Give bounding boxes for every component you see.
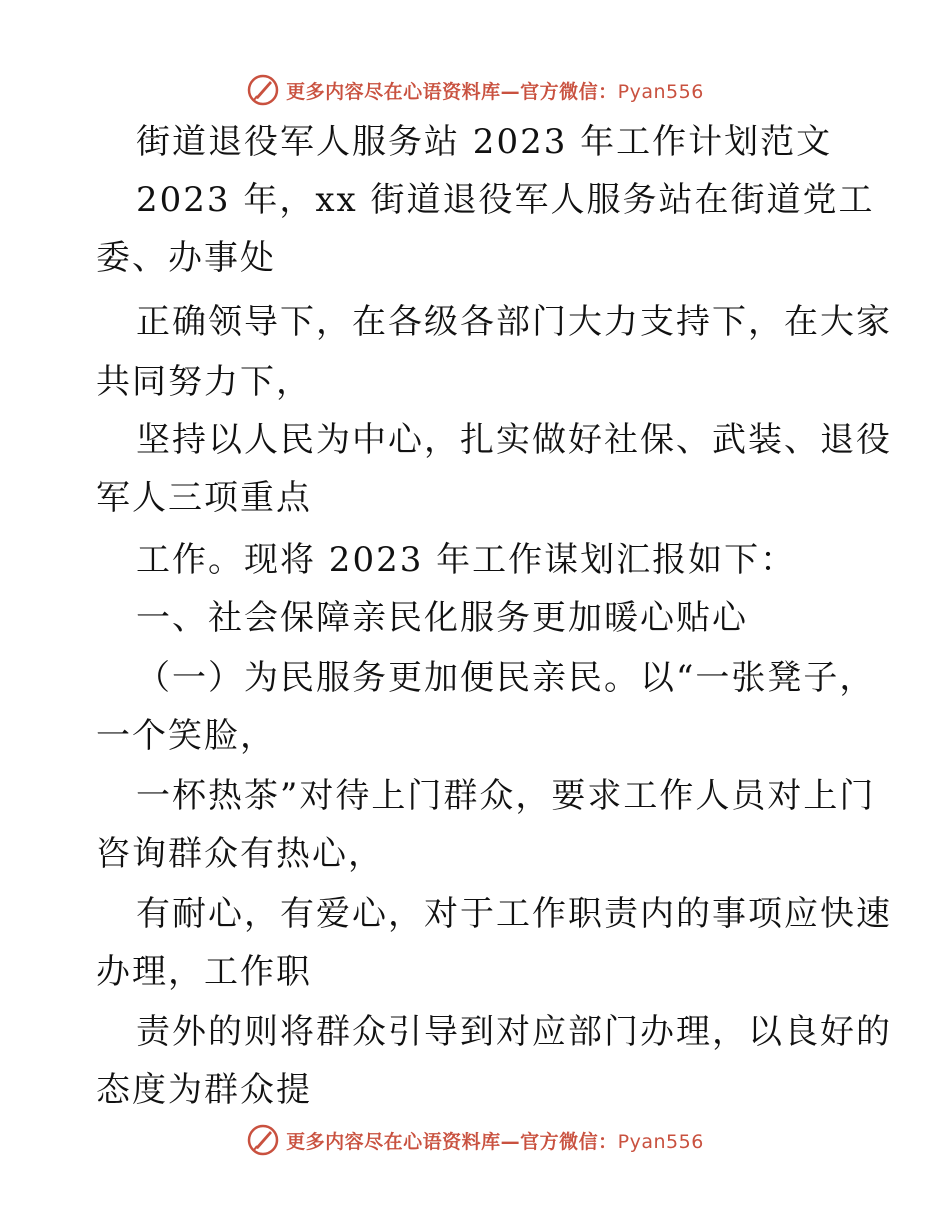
paragraph-line: 军人三项重点 xyxy=(96,478,312,518)
paragraph-line: 责外的则将群众引导到对应部门办理，以良好的 xyxy=(136,1012,892,1052)
paragraph-line: 咨询群众有热心， xyxy=(96,834,384,874)
paragraph-line: 坚持以人民为中心，扎实做好社保、武装、退役 xyxy=(136,420,892,460)
watermark-handle: Pyan556 xyxy=(617,1130,704,1153)
paragraph-line: 工作。现将 2023 年工作谋划汇报如下： xyxy=(136,540,797,580)
paragraph-line: 办理，工作职 xyxy=(96,952,312,992)
paragraph-line: 态度为群众提 xyxy=(96,1070,312,1110)
footer-watermark-banner xyxy=(0,1120,950,1160)
paragraph-line: 共同努力下， xyxy=(96,362,312,402)
paragraph-line: 有耐心，有爱心，对于工作职责内的事项应快速 xyxy=(136,894,892,934)
paragraph-line: 委、办事处 xyxy=(96,238,276,278)
paragraph-line: （一）为民服务更加便民亲民。以“一张凳子， xyxy=(136,658,876,698)
quill-logo-icon xyxy=(246,1123,280,1157)
paragraph-line: 一个笑脸， xyxy=(96,716,276,756)
watermark-text: 更多内容尽在心语资料库—官方微信：Pyan556 xyxy=(286,80,704,103)
header-watermark-banner xyxy=(0,70,950,110)
paragraph-line: 一杯热茶”对待上门群众，要求工作人员对上门 xyxy=(136,776,876,816)
watermark-text: 更多内容尽在心语资料库—官方微信：Pyan556 xyxy=(286,1130,704,1153)
paragraph-line: 正确领导下，在各级各部门大力支持下，在大家 xyxy=(136,302,892,342)
section-heading: 一、社会保障亲民化服务更加暖心贴心 xyxy=(136,598,748,638)
quill-logo-icon xyxy=(246,73,280,107)
watermark-handle: Pyan556 xyxy=(617,80,704,103)
paragraph-line: 2023 年，xx 街道退役军人服务站在街道党工 xyxy=(136,180,875,220)
document-title: 街道退役军人服务站 2023 年工作计划范文 xyxy=(136,122,833,162)
